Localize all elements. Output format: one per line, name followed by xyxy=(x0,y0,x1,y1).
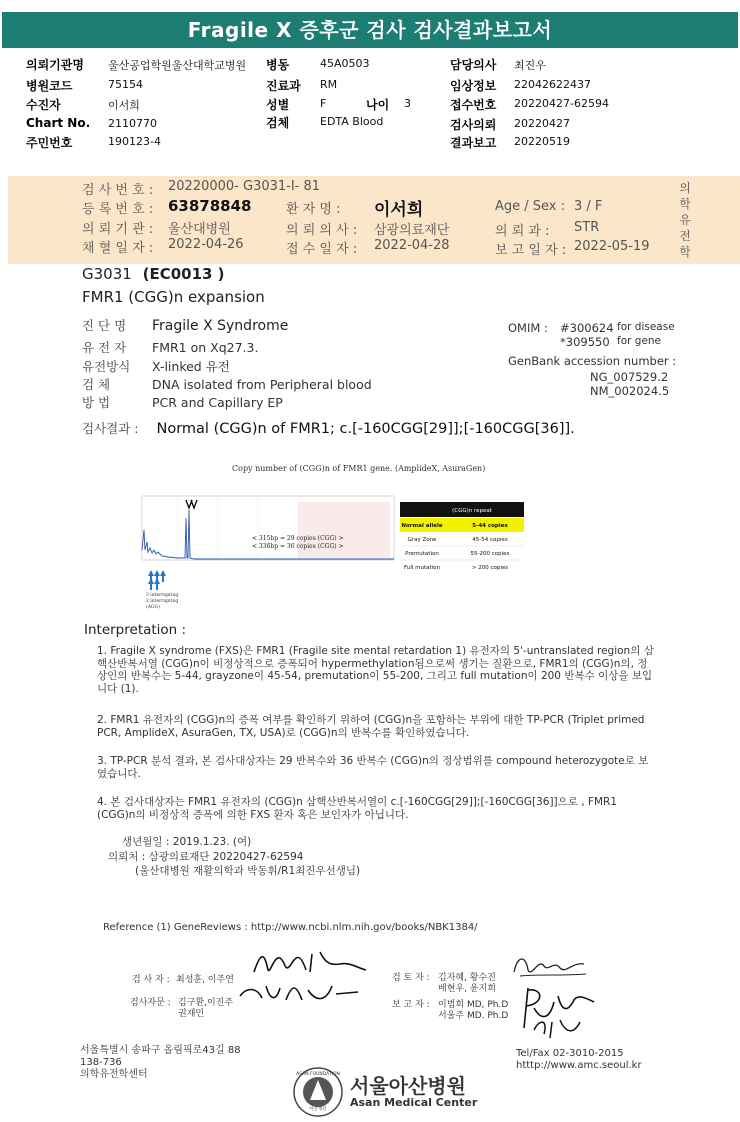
agg-note: (AGG) xyxy=(146,605,160,610)
label-age: 나이 xyxy=(366,98,390,112)
date-of-birth: 생년월일 : 2019.1.23. (여) xyxy=(122,836,252,848)
interpretation-p4: 4. 본 검사대상자는 FMR1 유전자의 (CGG)n 삼핵산반복서열이 c.[-160CGG[29]];[-160CGG[36]]으로 , FMR1 (CGG)n의 비정상적 증폭에 의한 FXS 환자 혹은 보인자가 아닙니다. xyxy=(97,796,618,821)
test-code-paren: (EC0013 ) xyxy=(142,265,225,283)
vertical-char: 유 xyxy=(679,213,691,227)
row-method xyxy=(82,393,283,411)
report-title: Fragile X 증후군 검사 검사결과보고서 xyxy=(2,12,738,48)
value-request-date: 20220427 xyxy=(514,117,570,130)
interpretation-p1: 1. Fragile X syndrome (FXS)은 FMR1 (Fragile site mental retardation 1) 유전자의 5'-untranslated region의 삼핵산반복서열 (CGG)n이 비정상적으로 증폭되어 hypermethylation됨으로써 생기는 질환으로, FMR1의 (CGG)n의, 정상인의 반복수는 5-44, grayzone이 45-54, premutation이 55-200, 그리고 full mutation이 200 반복수 이상을 보입니다 (1). xyxy=(97,645,654,695)
vertical-char: 학 xyxy=(679,245,691,259)
label-hospital-code: 병원코드 xyxy=(26,79,73,93)
table-header: (CGG)n repeat xyxy=(452,508,492,514)
band-recv-label: 접 수 일 자 : xyxy=(286,242,358,257)
reporter-a: 이범희 MD, Ph.D xyxy=(438,1000,509,1010)
reviewer-label: 검 토 자 : xyxy=(392,973,430,983)
band-doctor: 삼광의료재단 xyxy=(374,223,450,238)
tester-label: 검 사 자 : xyxy=(132,975,170,985)
interpretation-heading: Interpretation : xyxy=(84,622,187,638)
value-resident-no: 190123-4 xyxy=(108,135,161,148)
row-value: X-linked 유전 xyxy=(152,359,230,374)
label-physician: 담당의사 xyxy=(450,58,497,72)
band-inst: 울산대병원 xyxy=(168,222,231,237)
tester-advisor-a: 김구환,이진주 xyxy=(178,998,234,1008)
agg-note: 2 interrupting xyxy=(146,599,179,604)
table-row-label: Premutation xyxy=(405,551,439,557)
row-key: 방 법 xyxy=(82,395,111,410)
tel-fax: Tel/Fax 02-3010-2015 xyxy=(516,1048,624,1059)
genbank-2: NM_002024.5 xyxy=(590,384,670,398)
tester-names: 최성훈, 이주연 xyxy=(176,975,234,985)
row-key: 유 전 자 xyxy=(82,340,127,355)
reference: Reference (1) GeneReviews : http://www.ncbi.nlm.nih.gov/books/NBK1384/ xyxy=(103,922,478,933)
band-age-sex: 3 / F xyxy=(574,199,603,214)
test-code xyxy=(82,265,225,283)
row-value: DNA isolated from Peripheral blood xyxy=(152,377,372,392)
label-ward: 병동 xyxy=(266,58,290,72)
row-key: 검 체 xyxy=(82,377,111,392)
band-reg-no-label: 등 록 번 호 : xyxy=(82,202,154,217)
vertical-char: 전 xyxy=(679,229,691,243)
table-row-range: 45-54 copies xyxy=(472,537,508,543)
label-receipt-no: 접수번호 xyxy=(450,98,497,112)
tester-advisor-label: 검사자문 : xyxy=(130,998,171,1008)
genbank-label: GenBank accession number : xyxy=(508,354,677,368)
row-diagnosis xyxy=(82,316,288,334)
table-row-label: Normal allele xyxy=(401,523,443,529)
interpretation-p2: 2. FMR1 유전자의 (CGG)n의 증폭 여부를 확인하기 위하여 (CGG)n을 포함하는 부위에 대한 TP-PCR (Triplet primed PCR, AmplideX, AsuraGen, TX, USA)로 (CGG)n의 반복수를 확인하였습니다. xyxy=(97,714,645,739)
result-value: Normal (CGG)n of FMR1; c.[-160CGG[29]];[-160CGG[36]]. xyxy=(156,421,575,437)
label-specimen: 검체 xyxy=(266,116,290,130)
row-key: 유전방식 xyxy=(82,359,131,374)
reviewer-b: 배현우, 윤지희 xyxy=(438,984,496,994)
test-info-band xyxy=(8,176,740,264)
row-value: FMR1 on Xq27.3. xyxy=(152,340,259,355)
omim-gene-note: for gene xyxy=(617,335,662,347)
table-row-range: 55-200 copies xyxy=(470,551,510,557)
requester: 의뢰처 : 삼광의료재단 20220427-62594 xyxy=(108,851,304,863)
reporter-label: 보 고 자 : xyxy=(392,1000,430,1010)
value-age: 3 xyxy=(404,97,411,110)
label-clinical-info: 임상정보 xyxy=(450,79,497,93)
test-result xyxy=(82,419,575,437)
band-patient-label: 환 자 명 : xyxy=(286,202,341,217)
band-test-no: 20220000- G3031-I- 81 xyxy=(168,179,321,194)
handwritten-signature-tester xyxy=(250,944,370,978)
row-inheritance xyxy=(82,357,230,375)
vertical-char: 학 xyxy=(679,197,691,211)
table-row-range: 5-44 copies xyxy=(472,523,508,529)
label-chart-no: Chart No. xyxy=(26,116,91,130)
value-ward: 45A0503 xyxy=(320,57,370,70)
band-report-label: 보 고 일 자 : xyxy=(495,243,567,258)
label-sex: 성별 xyxy=(266,98,290,112)
table-row-range: > 200 copies xyxy=(471,565,509,571)
label-resident-no: 주민번호 xyxy=(26,136,73,150)
band-draw: 2022-04-26 xyxy=(168,237,244,252)
band-doctor-label: 의 뢰 의 사 : xyxy=(286,223,358,238)
agg-note: 3 interrupting xyxy=(146,593,179,598)
electropherogram-figure xyxy=(138,490,533,612)
row-key: 진 단 명 xyxy=(82,318,127,333)
label-report-date: 결과보고 xyxy=(450,136,497,150)
handwritten-signature-reporter xyxy=(514,982,604,1042)
hospital-name-ko: 서울아산병원 xyxy=(350,1074,466,1098)
band-draw-label: 채 혈 일 자 : xyxy=(82,241,154,256)
result-label: 검사결과 : xyxy=(82,421,139,436)
label-department: 진료과 xyxy=(266,79,301,93)
omim-disease: #300624 xyxy=(560,321,614,335)
genbank-1: NG_007529.2 xyxy=(590,370,669,384)
address-line: 서울특별시 송파구 올림픽로43길 88 xyxy=(80,1045,241,1056)
band-age-sex-label: Age / Sex : xyxy=(495,199,566,214)
footer-address xyxy=(80,1045,241,1081)
interpretation-p3: 3. TP-PCR 분석 결과, 본 검사대상자는 29 반복수와 36 반복수 (CGG)n의 정상범위를 compound heterozygote로 보였습니다. xyxy=(97,755,649,780)
test-code-value: G3031 xyxy=(82,265,132,283)
band-inst-label: 의 뢰 기 관 : xyxy=(82,222,154,237)
tester-advisor-b: 권재민 xyxy=(178,1009,205,1019)
test-name: FMR1 (CGG)n expansion xyxy=(82,288,265,306)
center-name: 의학유전학센터 xyxy=(80,1069,148,1080)
omim-gene: *309550 xyxy=(560,335,610,349)
band-test-no-label: 검 사 번 호 : xyxy=(82,183,154,198)
band-dept-label: 의 뢰 과 : xyxy=(495,224,550,239)
asan-foundation-emblem xyxy=(292,1066,344,1118)
emblem-ring-text: ASAN FOUNDATION xyxy=(296,1072,340,1077)
report-header xyxy=(0,54,740,154)
omim-label: OMIM : xyxy=(508,321,548,335)
value-report-date: 20220519 xyxy=(514,135,570,148)
value-patient: 이서희 xyxy=(108,99,140,112)
table-row-label: Full mutation xyxy=(403,565,441,571)
row-gene xyxy=(82,338,258,356)
value-specimen: EDTA Blood xyxy=(320,115,384,128)
band-patient: 이서희 xyxy=(374,200,424,220)
label-request-date: 검사의뢰 xyxy=(450,118,497,132)
chart-caption: Copy number of (CGG)n of FMR1 gene. (AmplideX, AsuraGen) xyxy=(232,464,486,473)
annotation-29: < 315bp = 29 copies (CGG) > xyxy=(252,535,344,542)
handwritten-signature-reviewer xyxy=(510,950,590,982)
emblem-inner-text: 아산재단 xyxy=(309,1107,327,1112)
reporter-b: 서울주 MD. Ph.D xyxy=(438,1011,509,1021)
label-institution: 의뢰기관명 xyxy=(26,58,84,72)
postal-code: 138-736 xyxy=(80,1057,122,1068)
band-dept: STR xyxy=(574,220,600,235)
footer-contact xyxy=(516,1048,642,1072)
reviewer-a: 김자혜, 황수진 xyxy=(438,973,496,983)
value-hospital-code: 75154 xyxy=(108,78,143,91)
row-value: PCR and Capillary EP xyxy=(152,395,283,410)
requester-detail: (울산대병원 재활의학과 박동휘/R1최진우선생님) xyxy=(135,865,361,877)
band-recv: 2022-04-28 xyxy=(374,238,450,253)
annotation-36: < 336bp = 36 copies (CGG) > xyxy=(252,543,344,550)
hospital-name-en: Asan Medical Center xyxy=(350,1096,478,1109)
handwritten-signature-advisor xyxy=(236,978,366,1008)
band-vertical-dept xyxy=(678,180,692,260)
value-chart-no: 2110770 xyxy=(108,117,157,130)
row-value: Fragile X Syndrome xyxy=(152,318,289,334)
row-specimen xyxy=(82,375,372,393)
value-clinical-info: 22042622437 xyxy=(514,78,591,91)
label-patient: 수진자 xyxy=(26,98,61,112)
value-sex: F xyxy=(320,97,327,110)
asan-logo xyxy=(292,1066,492,1116)
value-receipt-no: 20220427-62594 xyxy=(514,97,609,110)
omim-disease-note: for disease xyxy=(617,321,675,333)
website: htttp://www.amc.seoul.kr xyxy=(516,1060,642,1071)
vertical-char: 의 xyxy=(679,181,691,195)
value-department: RM xyxy=(320,78,338,91)
band-report: 2022-05-19 xyxy=(574,239,650,254)
table-row-label: Gray Zone xyxy=(407,537,437,543)
band-reg-no: 63878848 xyxy=(168,197,252,215)
value-institution: 울산공업학원울산대학교병원 xyxy=(108,59,247,72)
value-physician: 최진우 xyxy=(514,59,546,72)
chart-annotations xyxy=(252,535,344,550)
